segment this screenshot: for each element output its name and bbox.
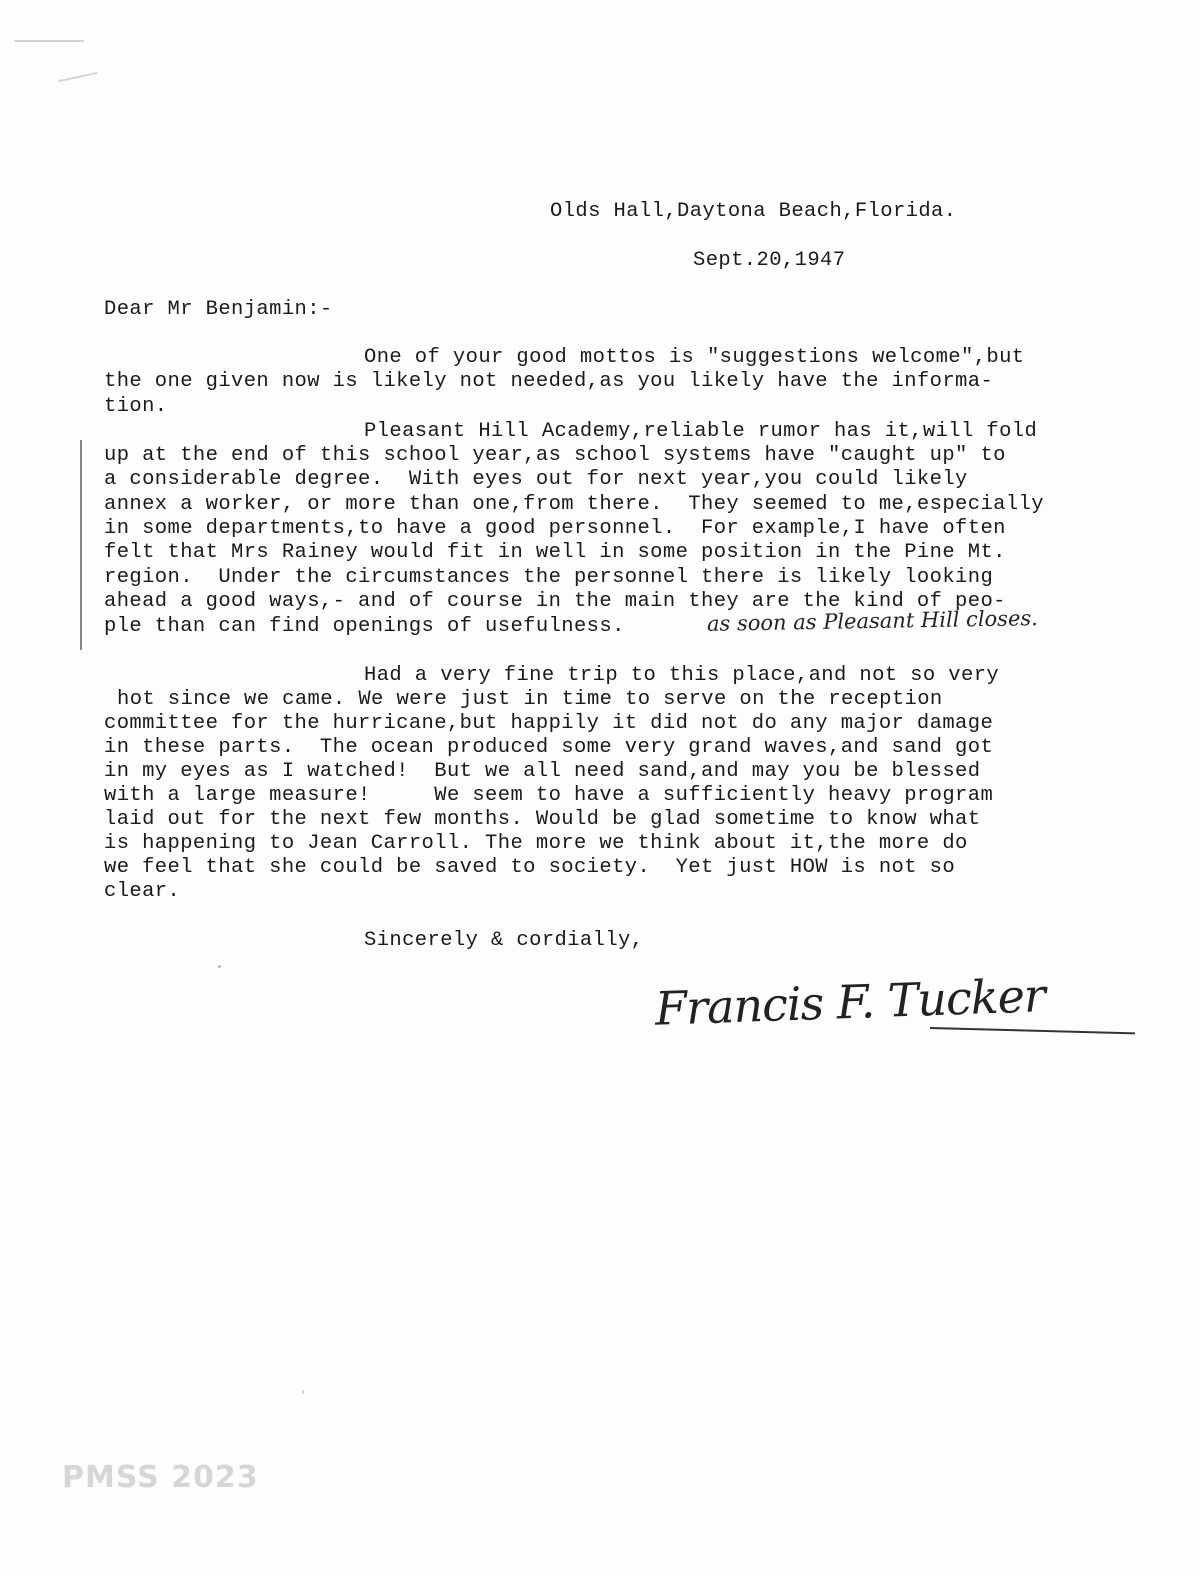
paragraph-line: region. Under the circumstances the personnel there is likely looking	[104, 566, 994, 589]
paragraph-line: up at the end of this school year,as school systems have "caught up" to	[104, 444, 1006, 467]
paragraph-line: with a large measure! We seem to have a sufficiently heavy program	[104, 784, 994, 807]
paragraph-line: hot since we came. We were just in time to serve on the reception	[117, 688, 943, 711]
paragraph-line: in some departments,to have a good personnel. For example,I have often	[104, 517, 1006, 540]
salutation: Dear Mr Benjamin:-	[104, 298, 333, 321]
paragraph-line: One of your good mottos is "suggestions welcome",but	[364, 346, 1025, 369]
sender-address: Olds Hall,Daytona Beach,Florida.	[550, 200, 957, 223]
closing: Sincerely & cordially,	[364, 929, 644, 952]
paragraph-line: tion.	[104, 395, 168, 418]
paragraph-line: clear.	[104, 880, 181, 903]
paragraph-line: the one given now is likely not needed,as you likely have the informa-	[104, 370, 994, 393]
letter-date: Sept.20,1947	[693, 249, 846, 272]
scan-speck	[302, 1390, 304, 1394]
paragraph-line: ple than can find openings of usefulness.	[104, 615, 625, 638]
archive-watermark: PMSS 2023	[62, 1460, 259, 1495]
paragraph-line: in these parts. The ocean produced some very grand waves,and sand got	[104, 736, 994, 759]
paragraph-line: in my eyes as I watched! But we all need sand,and may you be blessed	[104, 760, 981, 783]
paragraph-line: committee for the hurricane,but happily it did not do any major damage	[104, 712, 994, 735]
paragraph-line: Had a very fine trip to this place,and not so very	[364, 664, 1000, 687]
margin-mark	[80, 440, 82, 650]
paragraph-line: felt that Mrs Rainey would fit in well in some position in the Pine Mt.	[104, 541, 1006, 564]
paragraph-line: a considerable degree. With eyes out for next year,you could likely	[104, 468, 968, 491]
paragraph-line: is happening to Jean Carroll. The more we think about it,the more do	[104, 832, 968, 855]
scan-smudge	[58, 72, 98, 82]
signature: Francis F. Tucker	[654, 968, 1046, 1036]
paragraph-line: Pleasant Hill Academy,reliable rumor has it,will fold	[364, 420, 1038, 443]
handwritten-note: as soon as Pleasant Hill closes.	[706, 606, 1039, 636]
paragraph-line: annex a worker, or more than one,from there. They seemed to me,especially	[104, 493, 1044, 516]
paragraph-line: we feel that she could be saved to society. Yet just HOW is not so	[104, 856, 956, 879]
scan-smudge	[14, 40, 84, 42]
signature-underline	[930, 1027, 1135, 1034]
scan-speck	[218, 965, 221, 968]
paragraph-line: laid out for the next few months. Would be glad sometime to know what	[104, 808, 981, 831]
paragraph-line: ahead a good ways,- and of course in the main they are the kind of peo-	[104, 590, 1006, 613]
